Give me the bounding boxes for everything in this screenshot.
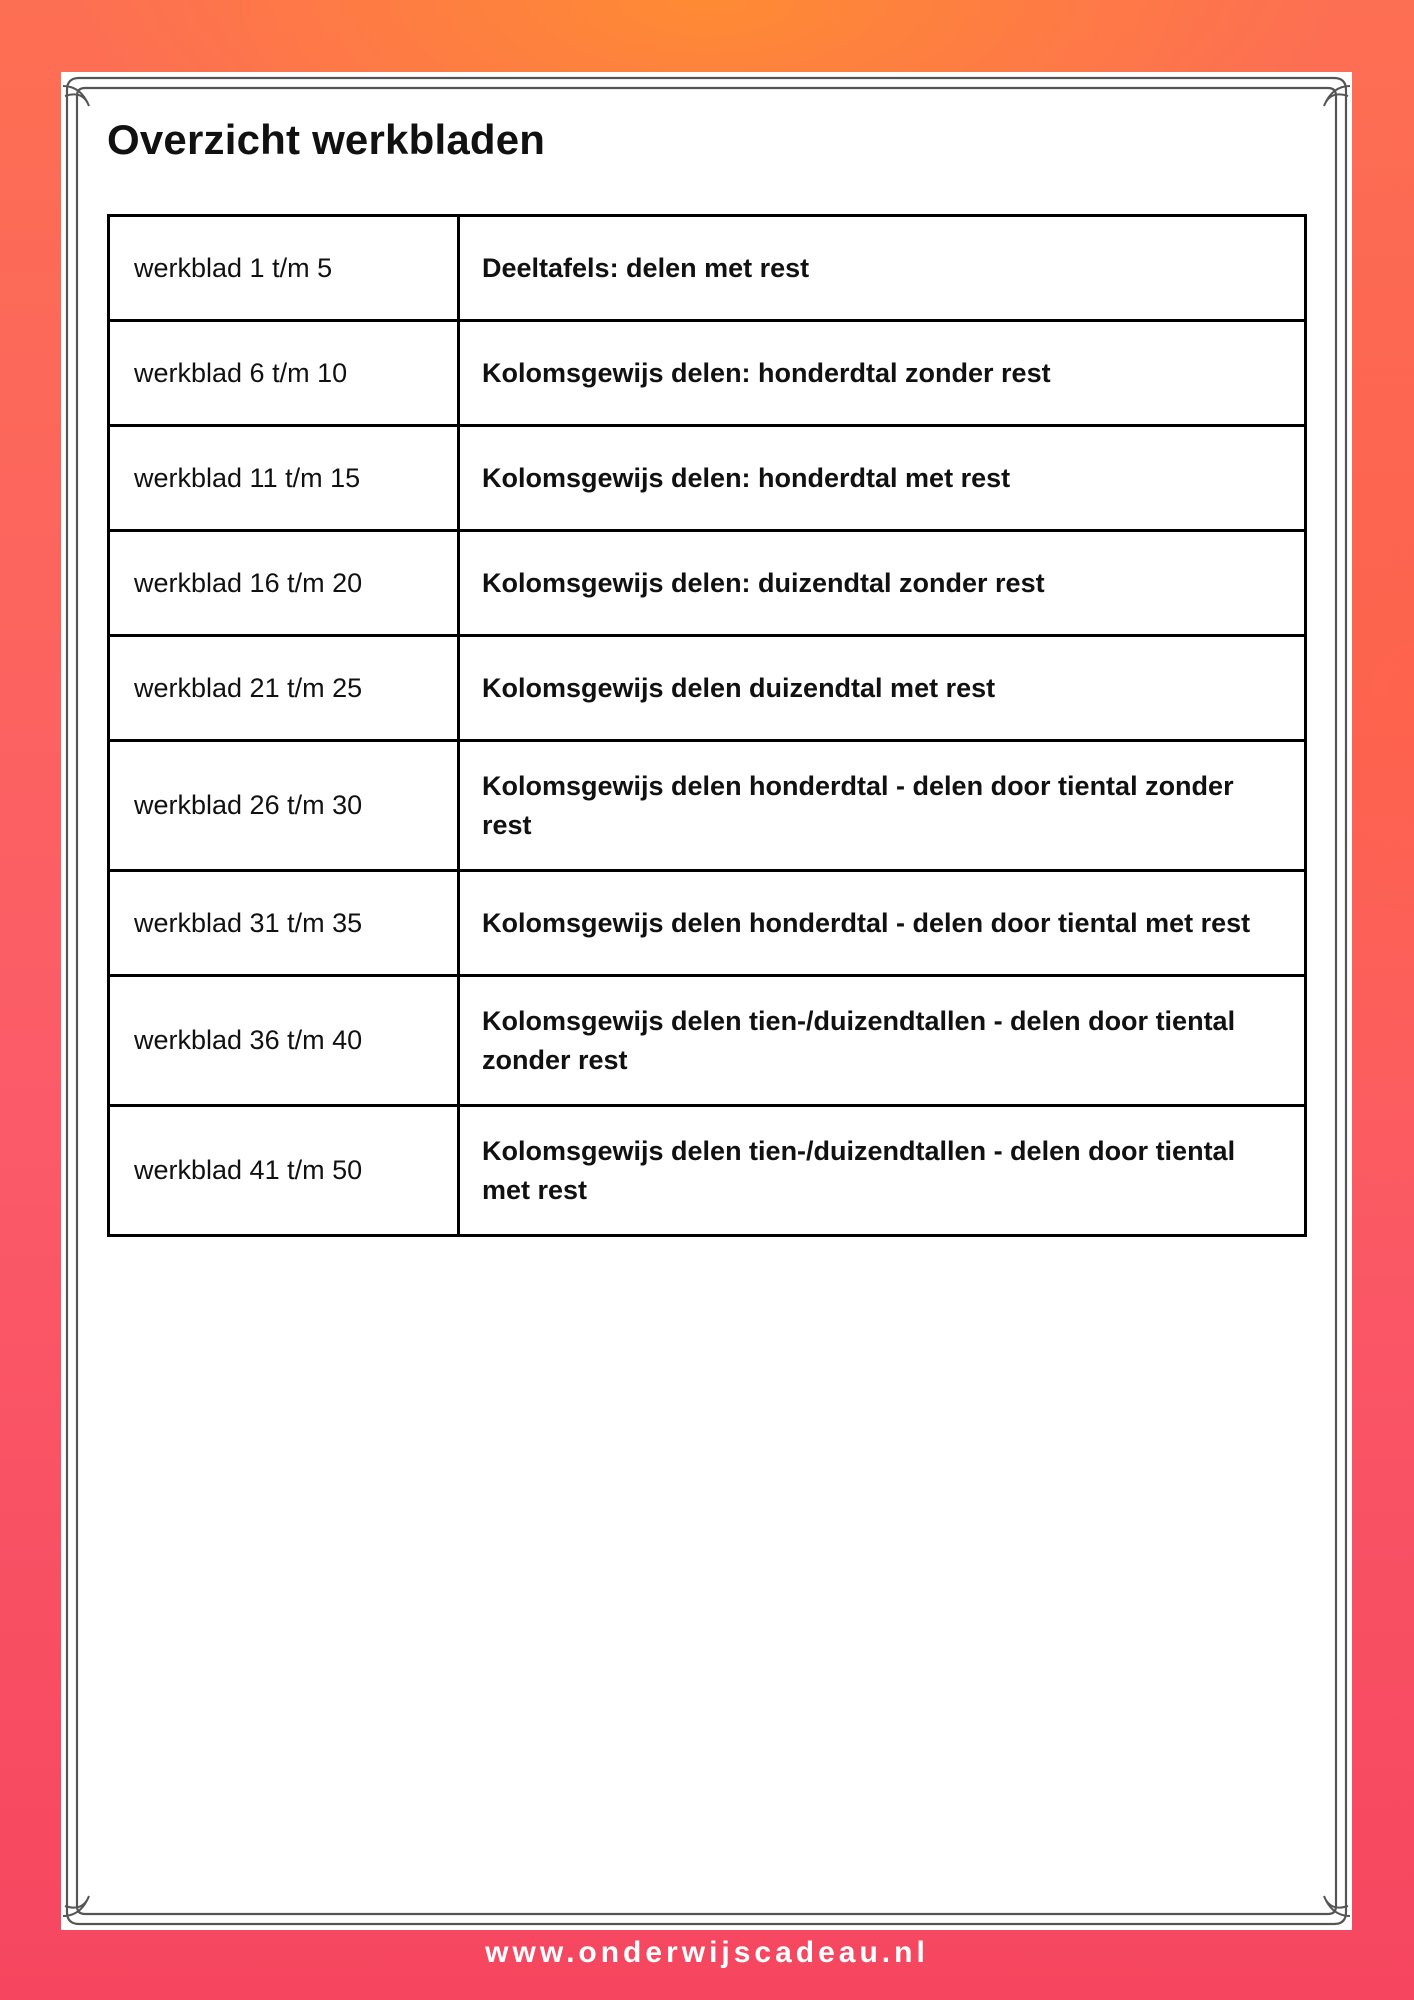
worksheet-range: werkblad 26 t/m 30: [109, 741, 459, 871]
table-row: [109, 976, 1306, 1106]
worksheet-range: werkblad 21 t/m 25: [109, 636, 459, 741]
worksheet-range: werkblad 36 t/m 40: [109, 976, 459, 1106]
table-row: [109, 871, 1306, 976]
worksheet-range: werkblad 16 t/m 20: [109, 531, 459, 636]
worksheet-topic: Kolomsgewijs delen: duizendtal zonder rest: [459, 531, 1306, 636]
worksheet-overview-table: [107, 214, 1307, 1237]
worksheet-range: werkblad 31 t/m 35: [109, 871, 459, 976]
worksheet-topic: Kolomsgewijs delen tien-/duizendtallen - delen door tiental met rest: [459, 1106, 1306, 1236]
worksheet-range: werkblad 11 t/m 15: [109, 426, 459, 531]
table-row: [109, 321, 1306, 426]
table-row: [109, 426, 1306, 531]
worksheet-range: werkblad 1 t/m 5: [109, 216, 459, 321]
worksheet-topic: Kolomsgewijs delen tien-/duizendtallen - delen door tiental zonder rest: [459, 976, 1306, 1106]
worksheet-topic: Deeltafels: delen met rest: [459, 216, 1306, 321]
website-footer: www.onderwijscadeau.nl: [485, 1936, 929, 1969]
table-row: [109, 531, 1306, 636]
worksheet-topic: Kolomsgewijs delen duizendtal met rest: [459, 636, 1306, 741]
worksheet-topic: Kolomsgewijs delen honderdtal - delen door tiental met rest: [459, 871, 1306, 976]
worksheet-topic: Kolomsgewijs delen: honderdtal met rest: [459, 426, 1306, 531]
worksheet-topic: Kolomsgewijs delen honderdtal - delen door tiental zonder rest: [459, 741, 1306, 871]
table-row: [109, 636, 1306, 741]
worksheet-topic: Kolomsgewijs delen: honderdtal zonder rest: [459, 321, 1306, 426]
worksheet-range: werkblad 41 t/m 50: [109, 1106, 459, 1236]
worksheet-range: werkblad 6 t/m 10: [109, 321, 459, 426]
table-row: [109, 216, 1306, 321]
page-title: Overzicht werkbladen: [107, 116, 546, 163]
table-row: [109, 741, 1306, 871]
table-row: [109, 1106, 1306, 1236]
